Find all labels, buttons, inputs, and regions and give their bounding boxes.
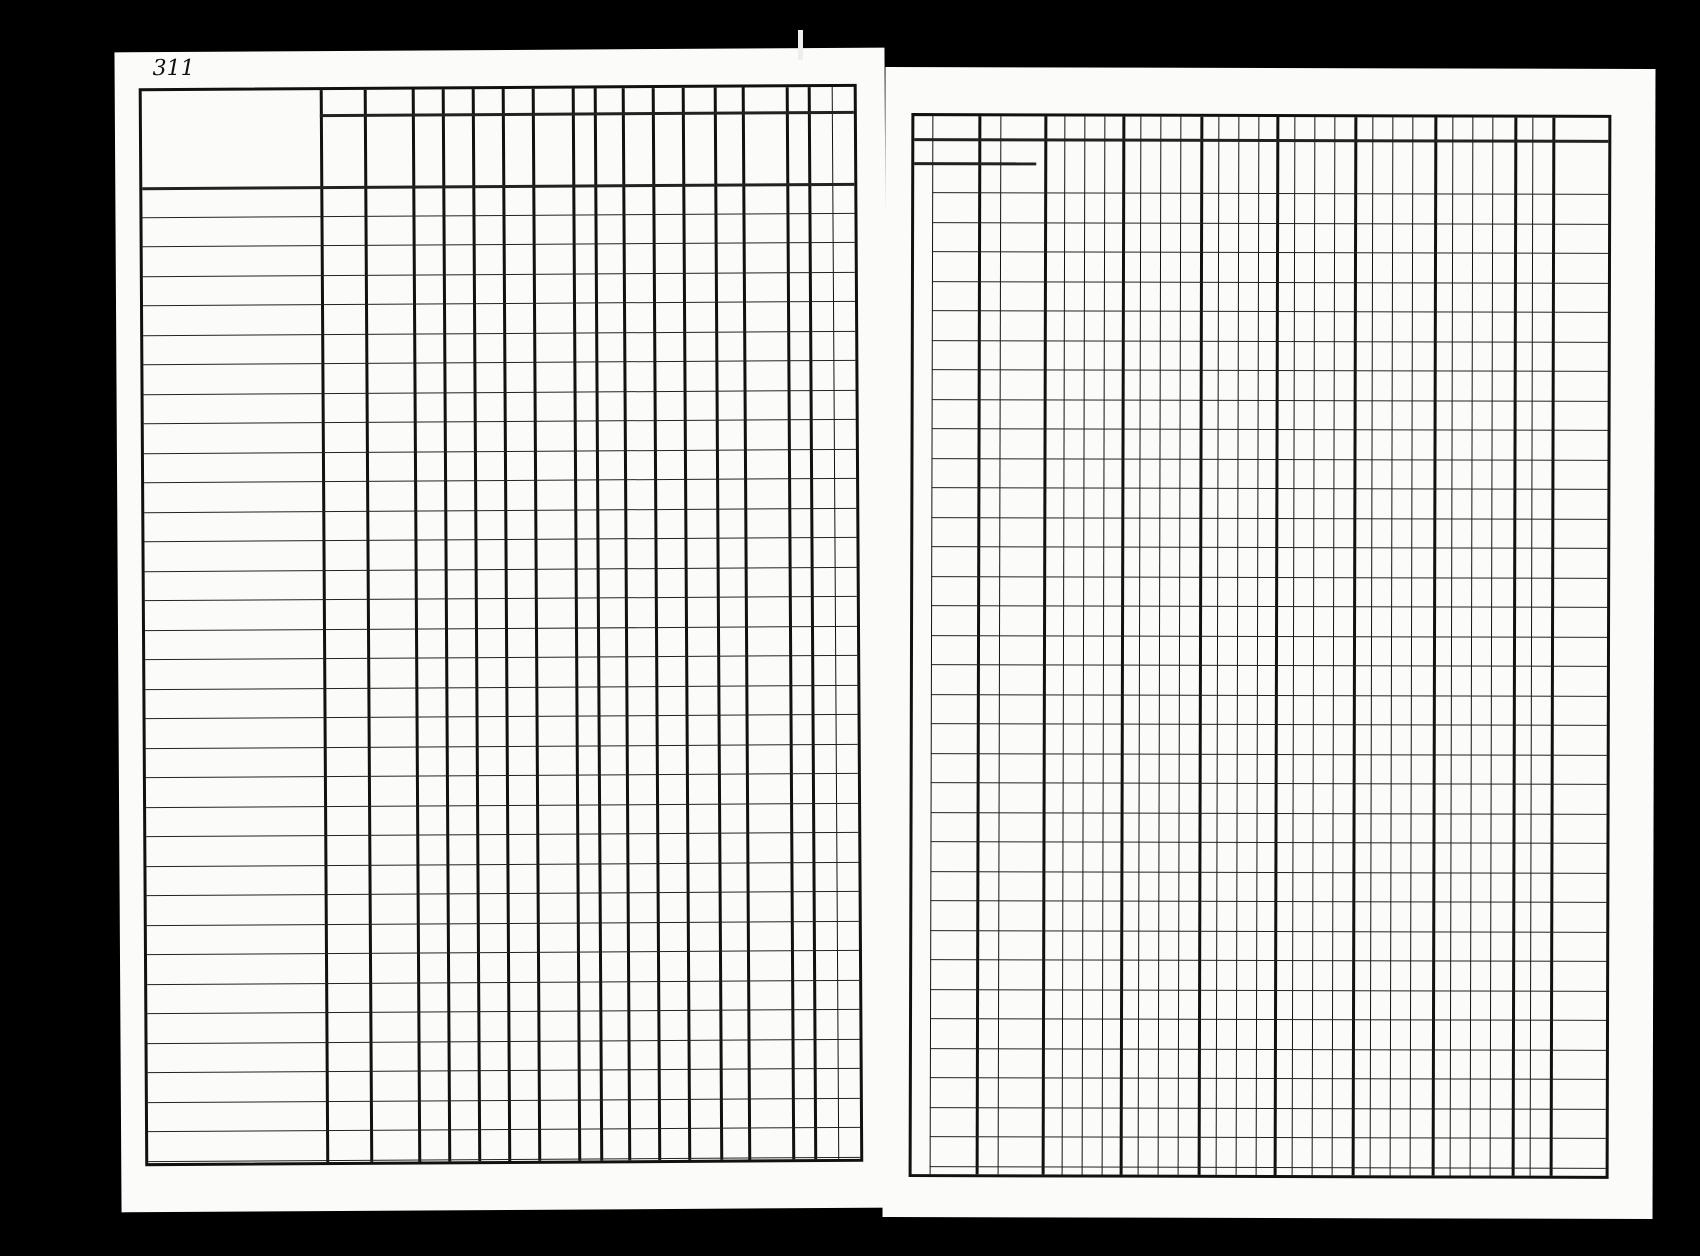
column-rule: [1256, 117, 1260, 1175]
row-rule: [930, 900, 1606, 903]
column-rule: [622, 88, 632, 1160]
row-rule: [931, 546, 1607, 549]
row-rule: [930, 1018, 1606, 1021]
row-rule: [931, 605, 1607, 608]
row-rule: [931, 487, 1607, 490]
column-rule: [364, 90, 374, 1162]
row-rule: [144, 537, 856, 542]
row-rule: [930, 1048, 1606, 1051]
column-rule: [1138, 117, 1142, 1175]
row-rule: [148, 1127, 860, 1132]
row-rule: [144, 390, 856, 395]
row-rule: [143, 331, 855, 336]
row-rule: [145, 655, 857, 660]
left-register-table: [139, 84, 864, 1166]
row-rule: [931, 576, 1607, 579]
row-rule: [930, 959, 1606, 962]
row-rule: [930, 1077, 1606, 1080]
column-rule: [832, 87, 840, 1159]
row-rule: [932, 340, 1608, 343]
row-rule: [144, 419, 856, 424]
row-rule: [147, 950, 859, 955]
row-rule: [148, 1039, 860, 1044]
column-rule: [1370, 117, 1374, 1175]
binding-clip: [798, 30, 803, 60]
row-rule: [143, 360, 855, 365]
row-rule: [144, 508, 856, 513]
column-rule: [1450, 117, 1454, 1175]
column-rule: [442, 89, 452, 1161]
column-rule: [652, 88, 662, 1160]
header-rule: [914, 138, 1608, 143]
column-rule: [742, 88, 752, 1160]
column-rule: [682, 88, 692, 1160]
row-rule: [148, 1157, 860, 1162]
column-rule: [1178, 117, 1182, 1175]
row-rule: [932, 428, 1608, 431]
column-rule: [1512, 118, 1518, 1176]
row-rule: [930, 841, 1606, 844]
row-rule: [142, 213, 854, 218]
column-rule: [1550, 118, 1556, 1176]
column-rule: [1390, 117, 1394, 1175]
row-rule: [148, 1068, 860, 1073]
row-rule: [145, 596, 857, 601]
row-rule: [147, 1009, 859, 1014]
row-rule: [931, 753, 1607, 756]
row-rule: [146, 832, 858, 837]
row-rule: [930, 1136, 1606, 1139]
row-rule: [931, 694, 1607, 697]
column-rule: [1530, 118, 1534, 1176]
row-rule: [930, 871, 1606, 874]
column-rule: [1062, 116, 1066, 1174]
row-rule: [146, 773, 858, 778]
row-rule: [930, 1107, 1606, 1110]
header-rule: [914, 162, 1036, 165]
row-rule: [143, 272, 855, 277]
row-rule: [930, 989, 1606, 992]
column-rule: [714, 88, 724, 1160]
column-rule: [532, 89, 542, 1161]
column-rule: [572, 89, 582, 1161]
row-rule: [932, 399, 1608, 402]
row-rule: [148, 1098, 860, 1103]
right-register-table: [909, 113, 1612, 1179]
column-rule: [594, 88, 604, 1160]
row-rule: [930, 1166, 1606, 1169]
row-rule: [931, 723, 1607, 726]
column-rule: [1042, 116, 1048, 1174]
row-rule: [931, 635, 1607, 638]
header-rule: [142, 183, 854, 190]
row-rule: [145, 685, 857, 690]
row-rule: [146, 744, 858, 749]
row-rule: [147, 891, 859, 896]
row-rule: [932, 222, 1608, 225]
column-rule: [1470, 118, 1474, 1176]
row-rule: [146, 862, 858, 867]
column-rule: [1410, 117, 1414, 1175]
row-rule: [930, 930, 1606, 933]
row-rule: [931, 812, 1607, 815]
column-rule: [1490, 118, 1494, 1176]
column-rule: [976, 116, 982, 1174]
row-rule: [147, 980, 859, 985]
row-rule: [931, 517, 1607, 520]
column-rule: [1274, 117, 1280, 1175]
left-page: [114, 48, 891, 1213]
column-rule: [1332, 117, 1336, 1175]
column-rule: [1198, 117, 1204, 1175]
column-rule: [1082, 117, 1086, 1175]
column-rule: [502, 89, 512, 1161]
row-rule: [146, 714, 858, 719]
column-rule: [1120, 117, 1126, 1175]
column-rule: [1236, 117, 1240, 1175]
row-rule: [932, 251, 1608, 254]
row-rule: [144, 478, 856, 483]
column-rule: [1312, 117, 1316, 1175]
column-rule: [998, 116, 1002, 1174]
column-rule: [808, 87, 818, 1159]
row-rule: [144, 449, 856, 454]
column-rule: [472, 89, 482, 1161]
column-rule: [1292, 117, 1296, 1175]
row-rule: [932, 369, 1608, 372]
row-rule: [932, 281, 1608, 284]
row-rule: [143, 301, 855, 306]
row-rule: [931, 458, 1607, 461]
column-rule: [1158, 117, 1162, 1175]
column-rule: [786, 87, 796, 1159]
header-rule: [320, 111, 854, 117]
column-rule: [412, 90, 422, 1162]
right-page: [882, 67, 1655, 1219]
column-rule: [320, 90, 330, 1162]
row-rule: [147, 921, 859, 926]
column-rule: [1432, 117, 1438, 1175]
row-rule: [931, 664, 1607, 667]
row-rule: [931, 782, 1607, 785]
column-rule: [1102, 117, 1106, 1175]
column-rule: [930, 116, 934, 1174]
column-rule: [1216, 117, 1220, 1175]
page-number: 311: [152, 55, 195, 82]
row-rule: [145, 626, 857, 631]
row-rule: [143, 242, 855, 247]
row-rule: [145, 567, 857, 572]
row-rule: [146, 803, 858, 808]
column-rule: [1352, 117, 1358, 1175]
row-rule: [932, 310, 1608, 313]
row-rule: [932, 192, 1608, 195]
